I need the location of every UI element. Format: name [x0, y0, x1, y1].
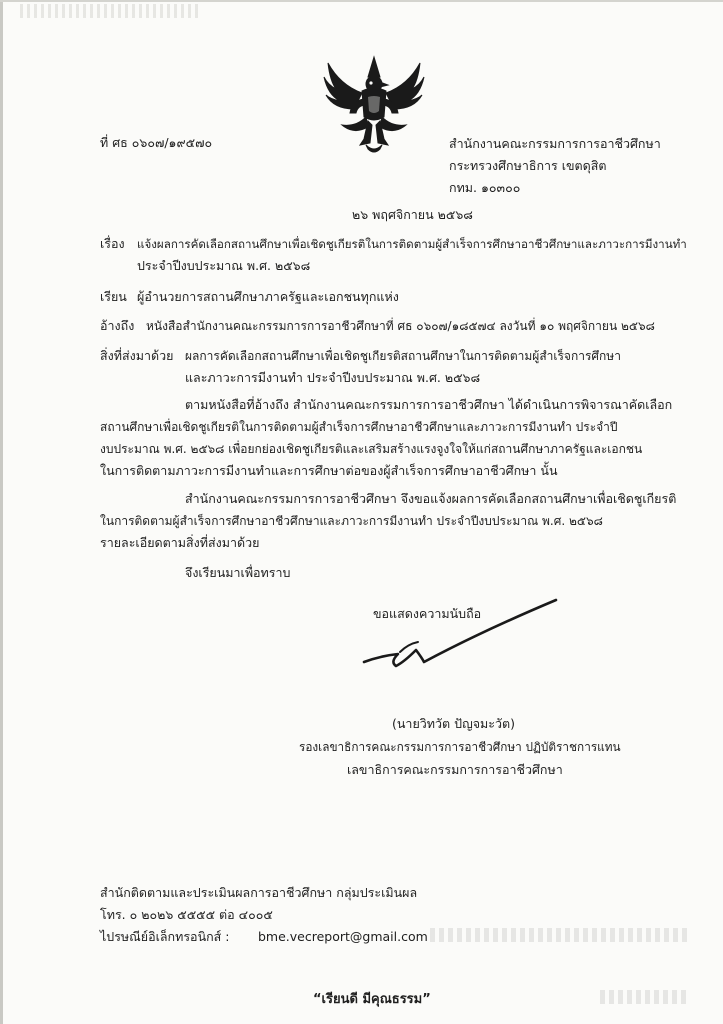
to-recipient: ผู้อำนวยการสถานศึกษาภาครัฐและเอกชนทุกแห่ง [137, 289, 399, 304]
enclosure-label: สิ่งที่ส่งมาด้วย [100, 348, 174, 363]
signer-position-1: รองเลขาธิการคณะกรรมการการอาชีวศึกษา ปฏิบัติราชการแทน [299, 740, 621, 754]
body-para-1-line-4: ในการติดตามภาวะการมีงานทำและการศึกษาต่อของผู้สำเร็จการศึกษาอาชีวศึกษา นั้น [100, 463, 558, 478]
scan-smudge [20, 4, 200, 18]
body-para-1-line-1: ตามหนังสือที่อ้างถึง สำนักงานคณะกรรมการการอาชีวศึกษา ได้ดำเนินการพิจารณาคัดเลือก [185, 397, 673, 412]
contact-email-label: ไปรษณีย์อิเล็กทรอนิกส์ : [100, 929, 230, 944]
reference-label: อ้างถึง [100, 318, 135, 333]
show-through-mark [430, 928, 690, 942]
body-para-1-line-2: สถานศึกษาเพื่อเชิดชูเกียรติในการติดตามผู้สำเร็จการศึกษาอาชีวศึกษาและภาวะการมีงานทำ ประจำปี [100, 420, 618, 434]
subject-line-2: ประจำปีงบประมาณ พ.ศ. ๒๕๖๘ [137, 258, 311, 273]
scan-edge-top [0, 0, 723, 2]
closing-request: จึงเรียนมาเพื่อทราบ [185, 565, 291, 580]
show-through-mark [600, 990, 690, 1004]
contact-email: bme.vecreport@gmail.com [258, 929, 428, 944]
contact-office: สำนักติดตามและประเมินผลการอาชีวศึกษา กลุ่มประเมินผล [100, 885, 418, 900]
scan-edge-left [0, 0, 3, 1024]
body-para-1-line-3: งบประมาณ พ.ศ. ๒๕๖๘ เพื่อยกย่องเชิดชูเกียรติและเสริมสร้างแรงจูงใจให้แก่สถานศึกษาภาครัฐและเอกชน [100, 442, 643, 456]
contact-phone: โทร. ๐ ๒๐๒๖ ๕๕๕๕ ต่อ ๔๐๐๕ [100, 907, 273, 922]
issuer-address-line-3: กทม. ๑๐๓๐๐ [449, 180, 521, 195]
subject-line-1: แจ้งผลการคัดเลือกสถานศึกษาเพื่อเชิดชูเกียรติในการติดตามผู้สำเร็จการศึกษาอาชีวศึกษาและภาวะการมีงานทำ [137, 237, 687, 251]
enclosure-line-1: ผลการคัดเลือกสถานศึกษาเพื่อเชิดชูเกียรติสถานศึกษาในการติดตามผู้สำเร็จการศึกษา [185, 349, 621, 363]
handwritten-signature [360, 592, 565, 676]
body-para-2-line-1: สำนักงานคณะกรรมการการอาชีวศึกษา จึงขอแจ้งผลการคัดเลือกสถานศึกษาเพื่อเชิดชูเกียรติ [185, 491, 677, 506]
closing-respect: ขอแสดงความนับถือ [373, 606, 482, 621]
body-para-2-line-2: ในการติดตามผู้สำเร็จการศึกษาอาชีวศึกษาและภาวะการมีงานทำ ประจำปีงบประมาณ พ.ศ. ๒๕๖๘ [100, 514, 603, 528]
reference-number: ที่ ศธ ๐๖๐๗/๑๙๕๗๐ [100, 135, 213, 150]
signer-name: (นายวิทวัต ปัญจมะวัต) [392, 716, 516, 731]
body-para-2-line-3: รายละเอียดตามสิ่งที่ส่งมาด้วย [100, 535, 260, 550]
signer-position-2: เลขาธิการคณะกรรมการการอาชีวศึกษา [347, 762, 563, 777]
reference-text: หนังสือสำนักงานคณะกรรมการการอาชีวศึกษาที่ ศธ ๐๖๐๗/๑๘๕๗๔ ลงวันที่ ๑๐ พฤศจิกายน ๒๕๖๘ [146, 319, 655, 333]
issuer-address-line-1: สำนักงานคณะกรรมการการอาชีวศึกษา [449, 136, 661, 151]
garuda-emblem-icon [322, 55, 426, 155]
letter-date: ๒๖ พฤศจิกายน ๒๕๖๘ [352, 207, 473, 222]
motto: “เรียนดี มีคุณธรรม” [313, 992, 431, 1007]
to-label: เรียน [100, 289, 127, 304]
enclosure-line-2: และภาวะการมีงานทำ ประจำปีงบประมาณ พ.ศ. ๒๕๖๘ [185, 370, 481, 385]
issuer-address-line-2: กระทรวงศึกษาธิการ เขตดุสิต [449, 158, 607, 173]
subject-label: เรื่อง [100, 236, 125, 251]
